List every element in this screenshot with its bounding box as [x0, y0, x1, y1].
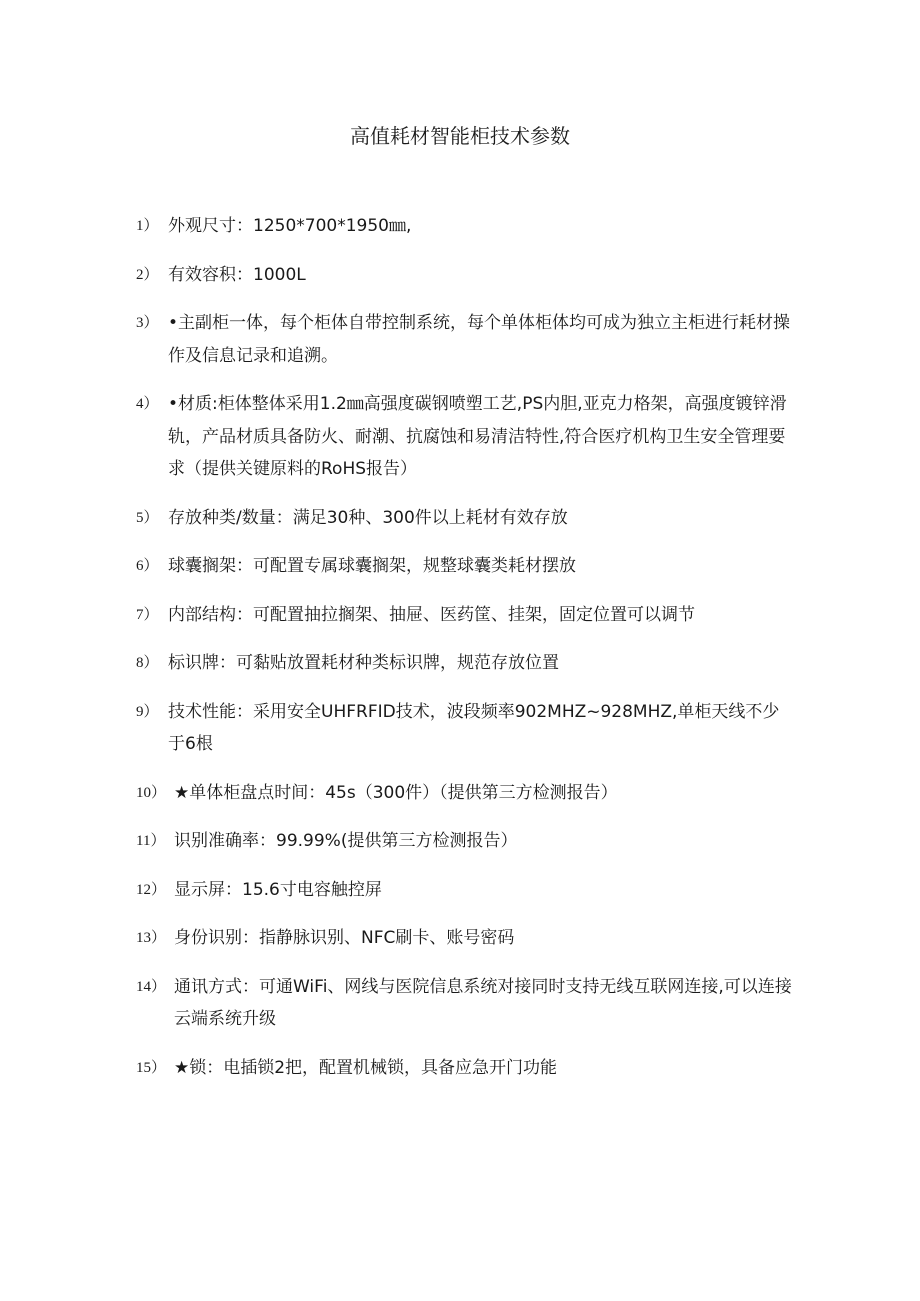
item-number: 3）: [136, 315, 159, 331]
spec-item-11: [136, 825, 796, 858]
item-number: 10）: [136, 784, 167, 801]
item-number: 8）: [136, 655, 159, 671]
spec-item-4: [136, 388, 796, 486]
item-number: 14）: [136, 978, 167, 995]
item-number: 5）: [136, 509, 159, 526]
item-number: 12）: [136, 881, 167, 898]
item-number: 11）: [136, 833, 166, 849]
spec-item-5: [136, 502, 796, 535]
spec-item-1: [136, 210, 796, 243]
spec-item-14: [136, 971, 796, 1036]
spec-item-12: [136, 874, 796, 907]
item-text: 有效容积：1000L: [168, 264, 306, 285]
item-text: 存放种类/数量：满足30种、300件以上耗材有效存放: [168, 507, 568, 528]
item-number: 9）: [136, 703, 159, 720]
item-number: 4）: [136, 396, 159, 412]
item-number: 2）: [136, 266, 159, 283]
spec-item-7: [136, 599, 796, 632]
item-text: 显示屏：15.6寸电容触控屏: [174, 879, 382, 900]
spec-item-6: [136, 550, 796, 583]
item-text: 标识牌：可黏贴放置耗材种类标识牌，规范存放位置: [168, 653, 559, 673]
item-text: ★单体柜盘点时间：45s（300件）（提供第三方检测报告）: [174, 782, 618, 803]
item-text: •主副柜一体，每个柜体自带控制系统，每个单体柜体均可成为独立主柜进行耗材操作及信息记录和追溯。: [168, 313, 791, 366]
item-number: 1）: [136, 218, 159, 234]
spec-item-3: [136, 307, 796, 372]
item-text: 内部结构：可配置抽拉搁架、抽屉、医药筐、挂架，固定位置可以调节: [168, 604, 695, 625]
item-number: 13）: [136, 930, 167, 946]
item-text: ★锁：电插锁2把，配置机械锁，具备应急开门功能: [174, 1057, 558, 1078]
page-title: 高值耗材智能柜技术参数: [350, 124, 570, 148]
item-number: 15）: [136, 1059, 167, 1076]
item-text: •材质:柜体整体采用1.2㎜高强度碳钢喷塑工艺,PS内胆,亚克力格架，高强度镀锌滑轨，产品材质具备防火、耐潮、抗腐蚀和易清洁特性,符合医疗机构卫生安全管理要求（提供关键原料的RoHS报告）: [168, 394, 787, 479]
item-text: 通讯方式：可通WiFi、网线与医院信息系统对接同时支持无线互联网连接,可以连接云端系统升级: [174, 976, 792, 1029]
item-number: 6）: [136, 558, 159, 574]
item-text: 身份识别：指静脉识别、NFC刷卡、账号密码: [174, 928, 515, 948]
spec-item-9: [136, 696, 796, 761]
item-text: 技术性能：采用安全UHFRFID技术，波段频率902MHZ~928MHZ,单柜天线不少于6根: [168, 701, 780, 754]
item-text: 球囊搁架：可配置专属球囊搁架，规整球囊类耗材摆放: [168, 556, 576, 576]
spec-list: [136, 210, 796, 1100]
spec-item-10: [136, 777, 796, 810]
item-text: 外观尺寸：1250*700*1950㎜,: [168, 216, 412, 236]
spec-item-2: [136, 259, 796, 292]
spec-item-15: [136, 1052, 796, 1085]
spec-item-8: [136, 647, 796, 680]
item-number: 7）: [136, 606, 159, 623]
spec-item-13: [136, 922, 796, 955]
item-text: 识别准确率：99.99%(提供第三方检测报告）: [174, 831, 518, 851]
